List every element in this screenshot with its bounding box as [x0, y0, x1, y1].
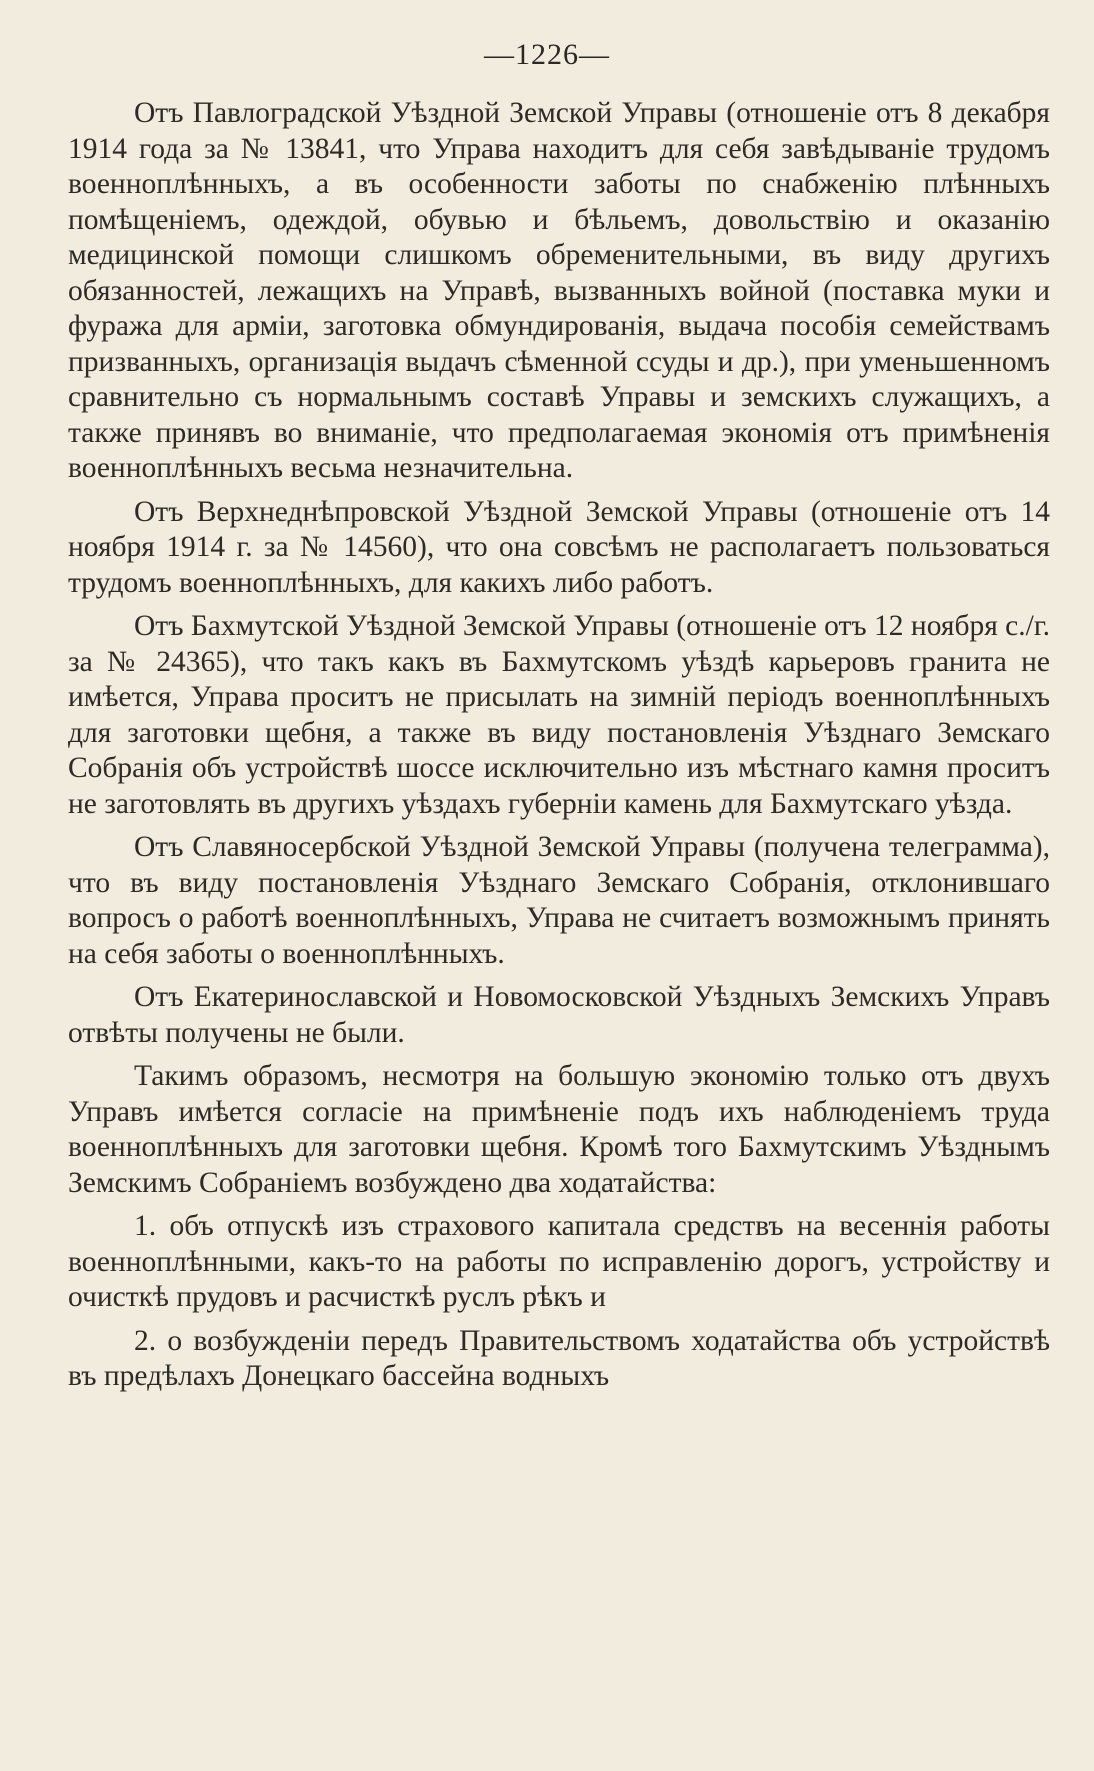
paragraph-summary: Такимъ образомъ, несмотря на большую экономію только отъ двухъ Управъ имѣется согласіе на примѣненіе подъ ихъ наблюденіемъ труда военноплѣнныхъ для заготовки щебня. Кромѣ того Бахмутскимъ Уѣзднымъ Земскимъ Собраніемъ возбуждено два ходатайства: — [68, 1060, 1050, 1199]
paragraph-slavyanoserbsk: Отъ Славяносербской Уѣздной Земской Управы (получена телеграмма), что въ виду постановленія Уѣзднаго Земскаго Собранія, отклонившаго вопросъ о работѣ военноплѣнныхъ, Управа не считаетъ возможнымъ принять на себя заботы о военноплѣнныхъ. — [68, 831, 1050, 970]
paragraph-bakhmut: Отъ Бахмутской Уѣздной Земской Управы (отношеніе отъ 12 ноября с./г. за № 24365), что такъ какъ въ Бахмутскомъ уѣздѣ карьеровъ гранита не имѣется, Управа проситъ не присылать на зимній періодъ военноплѣнныхъ для заготовки щебня, а также въ виду постановленія Уѣзднаго Земскаго Собранія объ устройствѣ шоссе исключительно изъ мѣстнаго камня проситъ не заготовлять въ другихъ уѣздахъ губерніи камень для Бахмутскаго уѣзда. — [68, 610, 1050, 820]
document-body — [68, 96, 1050, 1399]
list-item-1: 1. объ отпускѣ изъ страхового капитала средствъ на весеннія работы военноплѣнными, какъ-то на работы по исправленію дорогъ, устройству и очисткѣ прудовъ и расчисткѣ руслъ рѣкъ и — [68, 1210, 1050, 1313]
paragraph-pavlograd: Отъ Павлоградской Уѣздной Земской Управы (отношеніе отъ 8 декабря 1914 года за № 13841, что Управа находитъ для себя завѣдываніе трудомъ военноплѣнныхъ, а въ особенности заботы по снабженію плѣнныхъ помѣщеніемъ, одеждой, обувью и бѣльемъ, довольствію и оказанію медицинской помощи слишкомъ обременительными, въ виду другихъ обязанностей, лежащихъ на Управѣ, вызванныхъ войной (поставка муки и фуража для арміи, заготовка обмундированія, выдача пособія семействамъ призванныхъ, организація выдачъ сѣменной ссуды и др.), при уменьшенномъ сравнительно съ нормальнымъ составѣ Управы и земскихъ служащихъ, а также принявъ во вниманіе, что предполагаемая экономія отъ примѣненія военноплѣнныхъ весьма незначительна. — [68, 97, 1050, 484]
list-item-2: 2. о возбужденіи передъ Правительствомъ ходатайства объ устройствѣ въ предѣлахъ Донецкаго бассейна водныхъ — [68, 1324, 1050, 1392]
page-number: —1226— — [484, 38, 610, 71]
paragraph-ekaterinoslav-novomoskovsk: Отъ Екатеринославской и Новомосковской Уѣздныхъ Земскихъ Управъ отвѣты получены не были. — [68, 981, 1050, 1049]
paragraph-verkhnedneprovsk: Отъ Верхнеднѣпровской Уѣздной Земской Управы (отношеніе отъ 14 ноября 1914 г. за № 14560), что она совсѣмъ не располагаетъ пользоваться трудомъ военноплѣнныхъ, для какихъ либо работъ. — [68, 495, 1050, 599]
